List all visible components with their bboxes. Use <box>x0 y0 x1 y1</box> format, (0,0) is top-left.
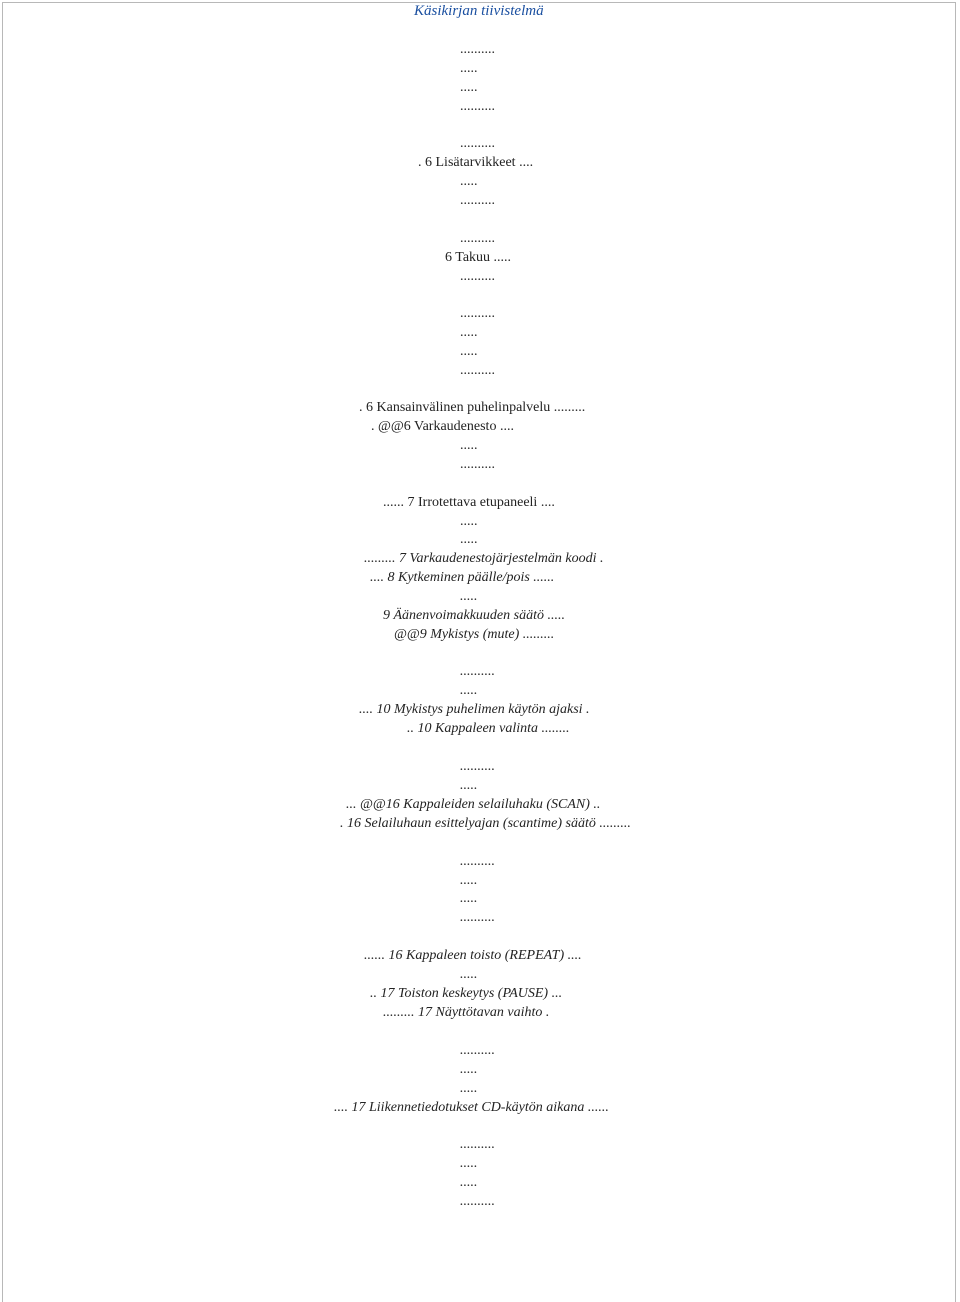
toc-line: .. 10 Kappaleen valinta ........ <box>407 721 570 736</box>
toc-line: ..... <box>460 967 478 982</box>
toc-line: .......... <box>460 231 495 246</box>
toc-line: .......... <box>460 363 495 378</box>
toc-line: .. 17 Toiston keskeytys (PAUSE) ... <box>370 986 563 1001</box>
toc-line: ..... <box>460 325 478 340</box>
toc-line: .......... <box>460 136 495 151</box>
toc-line: ..... <box>460 1081 478 1096</box>
toc-line: .......... <box>460 42 495 57</box>
toc-line: ..... <box>460 1175 478 1190</box>
toc-line: ..... <box>460 1062 478 1077</box>
toc-line: ..... <box>460 873 478 888</box>
toc-line: @@9 Mykistys (mute) ......... <box>394 627 555 642</box>
toc-line: ......... 17 Näyttötavan vaihto . <box>383 1005 550 1020</box>
toc-line: ...... 16 Kappaleen toisto (REPEAT) .... <box>364 948 582 963</box>
toc-line: ..... <box>460 174 478 189</box>
toc-line: .......... <box>460 759 495 774</box>
toc-line: . 6 Kansainvälinen puhelinpalvelu ......... <box>359 400 586 415</box>
toc-line: ..... <box>460 778 478 793</box>
toc-line: ..... <box>460 532 478 547</box>
toc-line: .......... <box>460 269 495 284</box>
toc-line: .... 8 Kytkeminen päälle/pois ...... <box>370 570 555 585</box>
toc-line: ..... <box>460 80 478 95</box>
toc-line: .......... <box>460 910 495 925</box>
toc-line: . @@6 Varkaudenesto .... <box>371 419 514 434</box>
toc-line: ... @@16 Kappaleiden selailuhaku (SCAN) .. <box>346 797 601 812</box>
toc-line: ..... <box>460 1156 478 1171</box>
toc-line: . 6 Lisätarvikkeet .... <box>418 155 534 170</box>
toc-line: ..... <box>460 891 478 906</box>
toc-line: .......... <box>460 1137 495 1152</box>
toc-line: .......... <box>460 99 495 114</box>
toc-line: ..... <box>460 61 478 76</box>
toc-line: ..... <box>460 438 478 453</box>
toc-line: ......... 7 Varkaudenestojärjestelmän koodi . <box>364 551 604 566</box>
toc-line: .......... <box>460 457 495 472</box>
toc-line: .......... <box>460 193 495 208</box>
toc-line: 9 Äänenvoimakkuuden säätö ..... <box>383 608 565 623</box>
toc-line: .......... <box>460 1194 495 1209</box>
toc-line: ..... <box>460 589 478 604</box>
toc-line: 6 Takuu ..... <box>445 250 512 265</box>
toc-line: ..... <box>460 683 478 698</box>
toc-line: .... 17 Liikennetiedotukset CD-käytön aikana ...... <box>334 1100 609 1115</box>
toc-line: .......... <box>460 854 495 869</box>
toc-line: ..... <box>460 514 478 529</box>
toc-line: .......... <box>460 1043 495 1058</box>
toc-line: .......... <box>460 664 495 679</box>
toc-line: ..... <box>460 344 478 359</box>
toc-line: .......... <box>460 306 495 321</box>
toc-line: .... 10 Mykistys puhelimen käytön ajaksi . <box>359 702 590 717</box>
toc-line: ...... 7 Irrotettava etupaneeli .... <box>383 495 555 510</box>
toc-line: . 16 Selailuhaun esittelyajan (scantime) säätö ......... <box>340 816 631 831</box>
document-title: Käsikirjan tiivistelmä <box>414 3 544 19</box>
